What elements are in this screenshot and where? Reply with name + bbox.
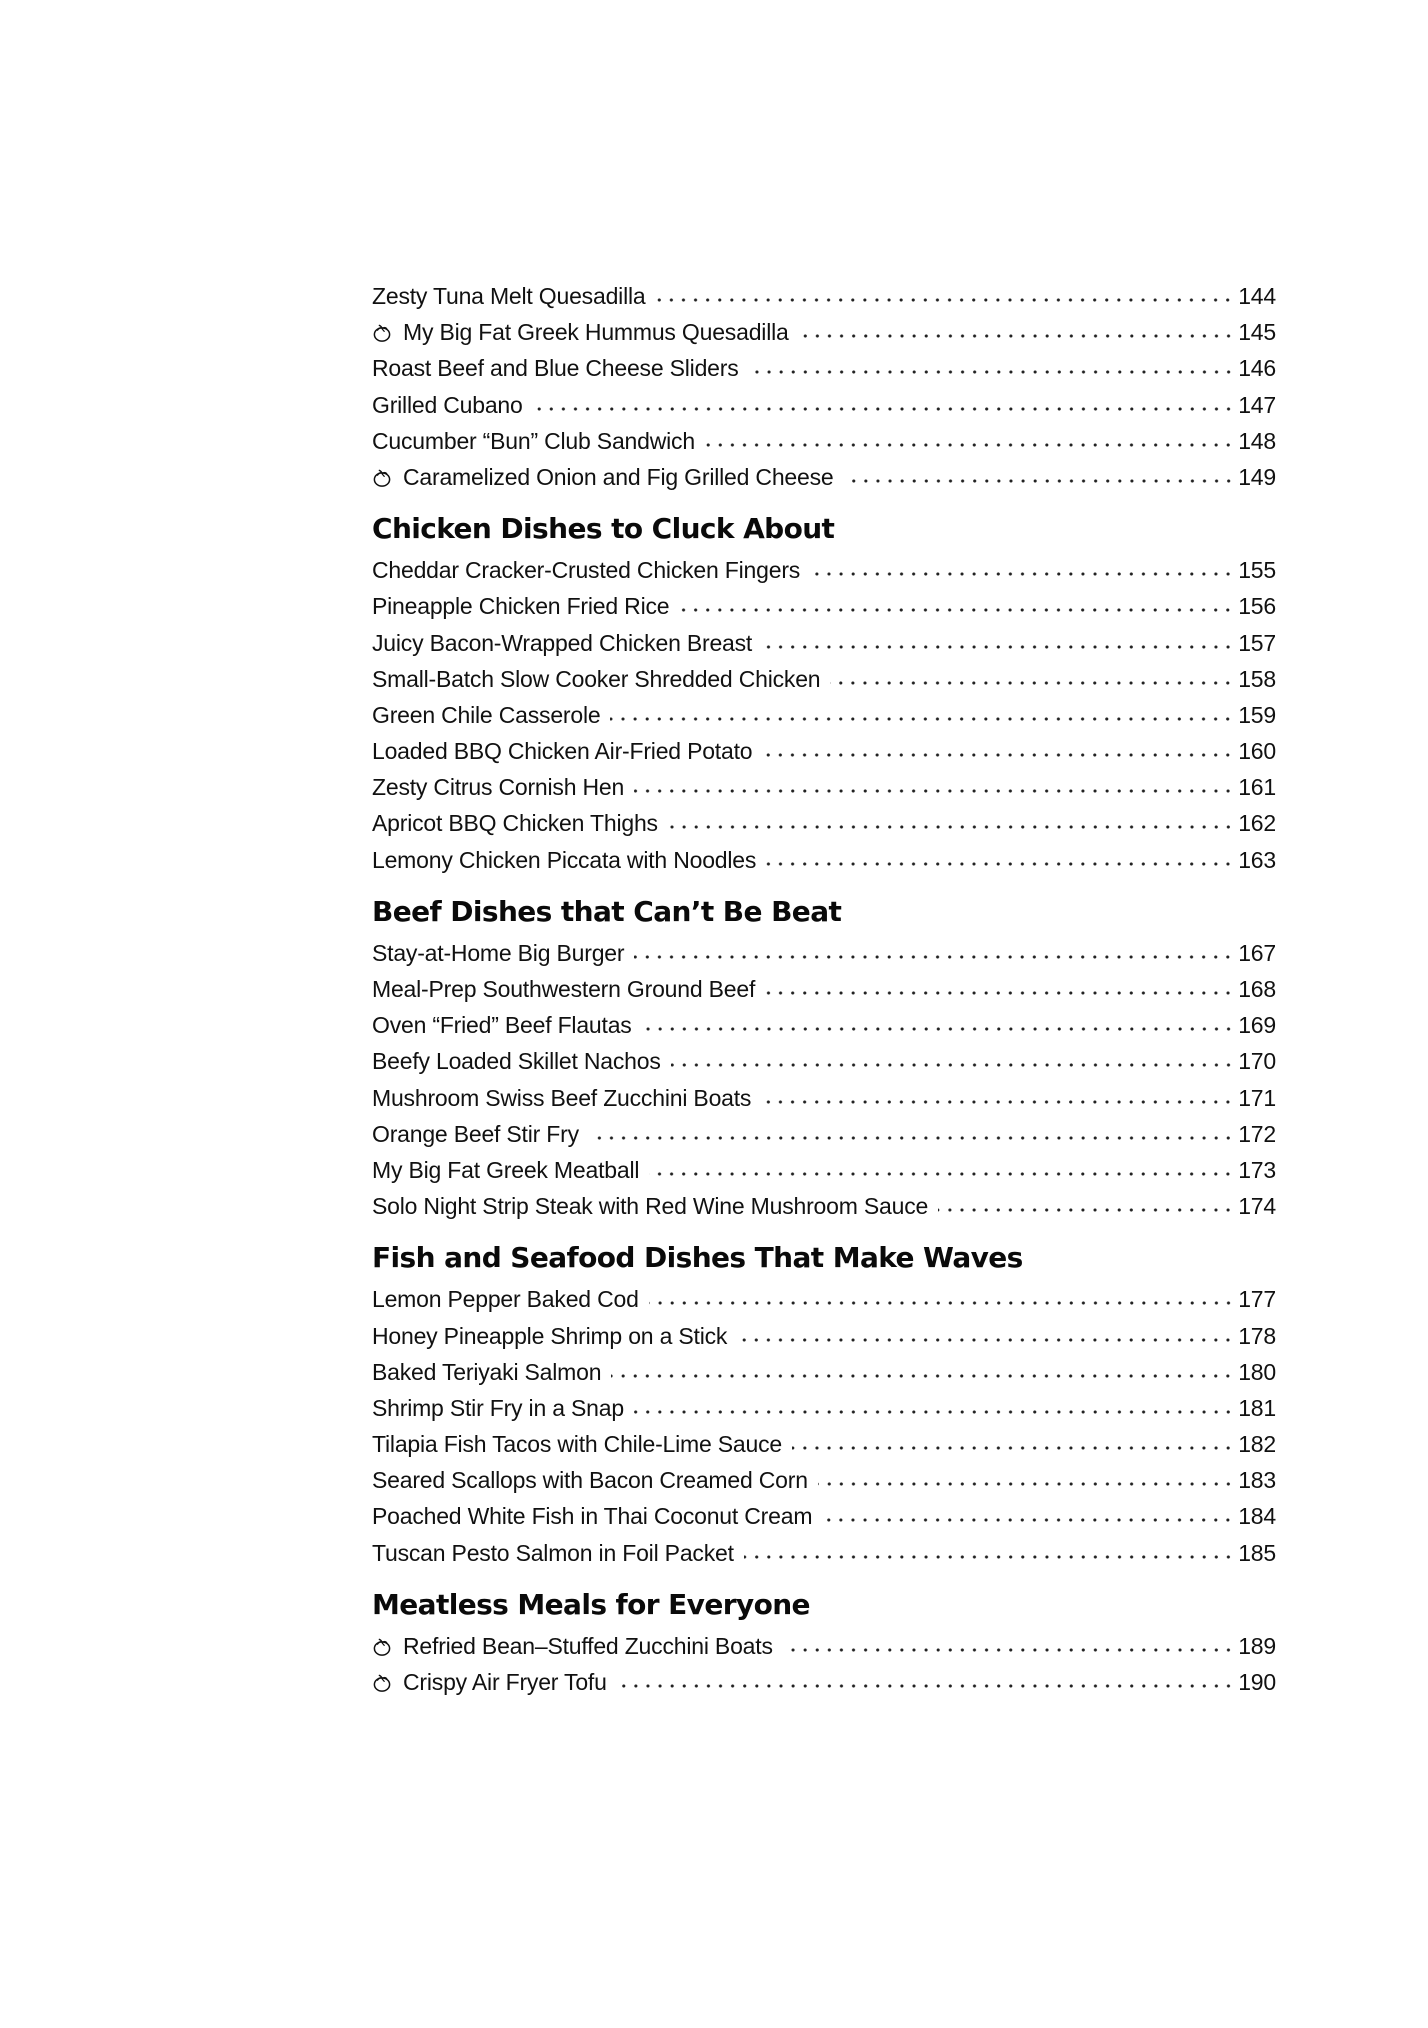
- page-number: 161: [1238, 774, 1276, 801]
- entry-title: Baked Teriyaki Salmon: [372, 1358, 602, 1385]
- dot-leader: [668, 824, 1234, 830]
- toc-entry[interactable]: [372, 935, 1276, 971]
- tomato-icon: [372, 1673, 394, 1693]
- toc-entry[interactable]: [372, 769, 1276, 805]
- page-number: 149: [1238, 463, 1276, 490]
- dot-leader: [671, 1062, 1235, 1068]
- entry-title: Pineapple Chicken Fried Rice: [372, 593, 670, 620]
- dot-leader: [744, 1554, 1234, 1560]
- toc-entry[interactable]: [372, 625, 1276, 661]
- page-number: 184: [1238, 1503, 1276, 1530]
- page-number: 148: [1238, 427, 1276, 454]
- entry-title: Refried Bean–Stuffed Zucchini Boats: [403, 1632, 773, 1659]
- entry-title: Small-Batch Slow Cooker Shredded Chicken: [372, 665, 821, 692]
- entry-title: Poached White Fish in Thai Coconut Cream: [372, 1503, 813, 1530]
- toc-entry[interactable]: [372, 423, 1276, 459]
- entry-title: Tilapia Fish Tacos with Chile-Lime Sauce: [372, 1431, 783, 1458]
- page-number: 170: [1238, 1048, 1276, 1075]
- tomato-icon: [372, 1637, 394, 1657]
- toc-entry[interactable]: [372, 1462, 1276, 1498]
- page-number: 159: [1238, 701, 1276, 728]
- dot-leader: [533, 406, 1235, 412]
- tomato-icon: [372, 468, 394, 488]
- dot-leader: [783, 1647, 1234, 1653]
- entry-title: Crispy Air Fryer Tofu: [403, 1669, 607, 1695]
- page-number: 145: [1238, 319, 1276, 346]
- entry-title: Lemon Pepper Baked Cod: [372, 1286, 639, 1313]
- toc-entry[interactable]: [372, 459, 1276, 495]
- page-number: 167: [1238, 939, 1276, 966]
- page-number: 162: [1238, 810, 1276, 837]
- dot-leader: [762, 752, 1234, 758]
- dot-leader: [938, 1207, 1234, 1213]
- entry-title: Shrimp Stir Fry in a Snap: [372, 1394, 624, 1421]
- entry-title: Cucumber “Bun” Club Sandwich: [372, 427, 695, 454]
- entry-title: Stay-at-Home Big Burger: [372, 939, 625, 966]
- dot-leader: [679, 607, 1234, 613]
- page-number: 172: [1238, 1120, 1276, 1147]
- entry-title: Zesty Tuna Melt Quesadilla: [372, 283, 646, 309]
- entry-title: My Big Fat Greek Hummus Quesadilla: [403, 319, 789, 346]
- toc-entry[interactable]: [372, 1188, 1276, 1224]
- dot-leader: [844, 478, 1235, 484]
- toc-section-continued: [372, 278, 1276, 495]
- toc-entry[interactable]: [372, 314, 1276, 350]
- dot-leader: [634, 954, 1234, 960]
- toc-section-meatless-meals-for-everyone: [372, 1585, 1276, 1700]
- entry-title: Cheddar Cracker-Crusted Chicken Fingers: [372, 557, 801, 584]
- entry-title: Juicy Bacon-Wrapped Chicken Breast: [372, 629, 753, 656]
- toc-entry[interactable]: [372, 1664, 1276, 1700]
- toc-entry[interactable]: [372, 1007, 1276, 1043]
- page-number: 146: [1238, 355, 1276, 382]
- toc-entry[interactable]: [372, 387, 1276, 423]
- dot-leader: [634, 1409, 1234, 1415]
- entry-title: My Big Fat Greek Meatball: [372, 1156, 640, 1183]
- toc-entry[interactable]: [372, 278, 1276, 314]
- page-number: 168: [1238, 976, 1276, 1002]
- section-heading: Meatless Meals for Everyone: [372, 1587, 810, 1621]
- page-number: 182: [1238, 1431, 1276, 1458]
- page-number: 163: [1238, 846, 1276, 873]
- page-number: 183: [1238, 1467, 1276, 1494]
- toc-entry[interactable]: [372, 1281, 1276, 1317]
- toc-entry[interactable]: [372, 1354, 1276, 1390]
- entry-title: Tuscan Pesto Salmon in Foil Packet: [372, 1539, 734, 1566]
- page-number: 157: [1238, 629, 1276, 656]
- entry-title: Zesty Citrus Cornish Hen: [372, 774, 625, 801]
- page-number: 147: [1238, 391, 1276, 418]
- dot-leader: [762, 644, 1234, 650]
- table-of-contents: [372, 278, 1276, 1700]
- page-number: 160: [1238, 738, 1276, 765]
- entry-title: Caramelized Onion and Fig Grilled Cheese: [403, 463, 834, 490]
- entry-title: Beefy Loaded Skillet Nachos: [372, 1048, 661, 1075]
- toc-entry[interactable]: [372, 1116, 1276, 1152]
- toc-entry[interactable]: [372, 971, 1276, 1007]
- toc-entry[interactable]: [372, 1043, 1276, 1079]
- toc-entry[interactable]: [372, 588, 1276, 624]
- toc-entry[interactable]: [372, 805, 1276, 841]
- dot-leader: [610, 716, 1234, 722]
- entry-title: Loaded BBQ Chicken Air-Fried Potato: [372, 738, 753, 765]
- page-number: 171: [1238, 1084, 1276, 1111]
- toc-entry[interactable]: [372, 1390, 1276, 1426]
- dot-leader: [705, 442, 1234, 448]
- dot-leader: [642, 1026, 1235, 1032]
- dot-leader: [810, 571, 1234, 577]
- page-number: 178: [1238, 1322, 1276, 1349]
- dot-leader: [737, 1337, 1234, 1343]
- entry-title: Orange Beef Stir Fry: [372, 1120, 579, 1147]
- entry-title: Oven “Fried” Beef Flautas: [372, 1012, 632, 1039]
- toc-entry[interactable]: [372, 1318, 1276, 1354]
- page-number: 185: [1238, 1539, 1276, 1566]
- toc-entry[interactable]: [372, 661, 1276, 697]
- dot-leader: [761, 1099, 1234, 1105]
- section-heading: Fish and Seafood Dishes That Make Waves: [372, 1241, 1023, 1275]
- entry-title: Apricot BBQ Chicken Thighs: [372, 810, 658, 837]
- entry-title: Mushroom Swiss Beef Zucchini Boats: [372, 1084, 752, 1111]
- entry-title: Seared Scallops with Bacon Creamed Corn: [372, 1467, 808, 1494]
- toc-entry[interactable]: [372, 552, 1276, 588]
- dot-leader: [611, 1373, 1234, 1379]
- dot-leader: [749, 369, 1235, 375]
- toc-entry[interactable]: [372, 1628, 1276, 1664]
- section-heading: Beef Dishes that Can’t Be Beat: [372, 894, 842, 928]
- toc-entry[interactable]: [372, 1498, 1276, 1534]
- page-number: 169: [1238, 1012, 1276, 1039]
- page-number: 155: [1238, 557, 1276, 584]
- dot-leader: [818, 1481, 1234, 1487]
- toc-section-beef-dishes-that-cant-be-beat: [372, 892, 1276, 1225]
- toc-entry[interactable]: [372, 1080, 1276, 1116]
- dot-leader: [617, 1683, 1235, 1689]
- toc-entry[interactable]: [372, 1426, 1276, 1462]
- dot-leader: [649, 1171, 1234, 1177]
- entry-title: Roast Beef and Blue Cheese Sliders: [372, 355, 739, 382]
- toc-entry[interactable]: [372, 697, 1276, 733]
- page-number: 189: [1238, 1632, 1276, 1659]
- page-number: 190: [1238, 1669, 1276, 1695]
- toc-entry[interactable]: [372, 1152, 1276, 1188]
- toc-entry[interactable]: [372, 842, 1276, 878]
- dot-leader: [799, 333, 1235, 339]
- page-number: 158: [1238, 665, 1276, 692]
- entry-title: Green Chile Casserole: [372, 701, 601, 728]
- dot-leader: [830, 680, 1234, 686]
- toc-entry[interactable]: [372, 733, 1276, 769]
- dot-leader: [792, 1445, 1234, 1451]
- dot-leader: [766, 861, 1234, 867]
- page-number: 156: [1238, 593, 1276, 620]
- toc-section-chicken-dishes-to-cluck-about: [372, 509, 1276, 878]
- toc-section-fish-and-seafood-dishes-that-make-waves: [372, 1238, 1276, 1571]
- page-number: 144: [1238, 283, 1276, 309]
- section-heading: Chicken Dishes to Cluck About: [372, 512, 835, 546]
- entry-title: Grilled Cubano: [372, 391, 523, 418]
- dot-leader: [649, 1300, 1235, 1306]
- dot-leader: [822, 1517, 1234, 1523]
- entry-title: Honey Pineapple Shrimp on a Stick: [372, 1322, 728, 1349]
- toc-entry[interactable]: [372, 350, 1276, 386]
- entry-title: Meal-Prep Southwestern Ground Beef: [372, 976, 756, 1002]
- tomato-icon: [372, 323, 394, 343]
- toc-entry[interactable]: [372, 1535, 1276, 1571]
- dot-leader: [765, 990, 1234, 996]
- dot-leader: [655, 297, 1234, 303]
- dot-leader: [589, 1135, 1234, 1141]
- dot-leader: [634, 788, 1234, 794]
- page-number: 180: [1238, 1358, 1276, 1385]
- entry-title: Lemony Chicken Piccata with Noodles: [372, 846, 757, 873]
- entry-title: Solo Night Strip Steak with Red Wine Mushroom Sauce: [372, 1193, 929, 1220]
- page-number: 174: [1238, 1193, 1276, 1220]
- page-number: 181: [1238, 1394, 1276, 1421]
- page-number: 177: [1238, 1286, 1276, 1313]
- page-number: 173: [1238, 1156, 1276, 1183]
